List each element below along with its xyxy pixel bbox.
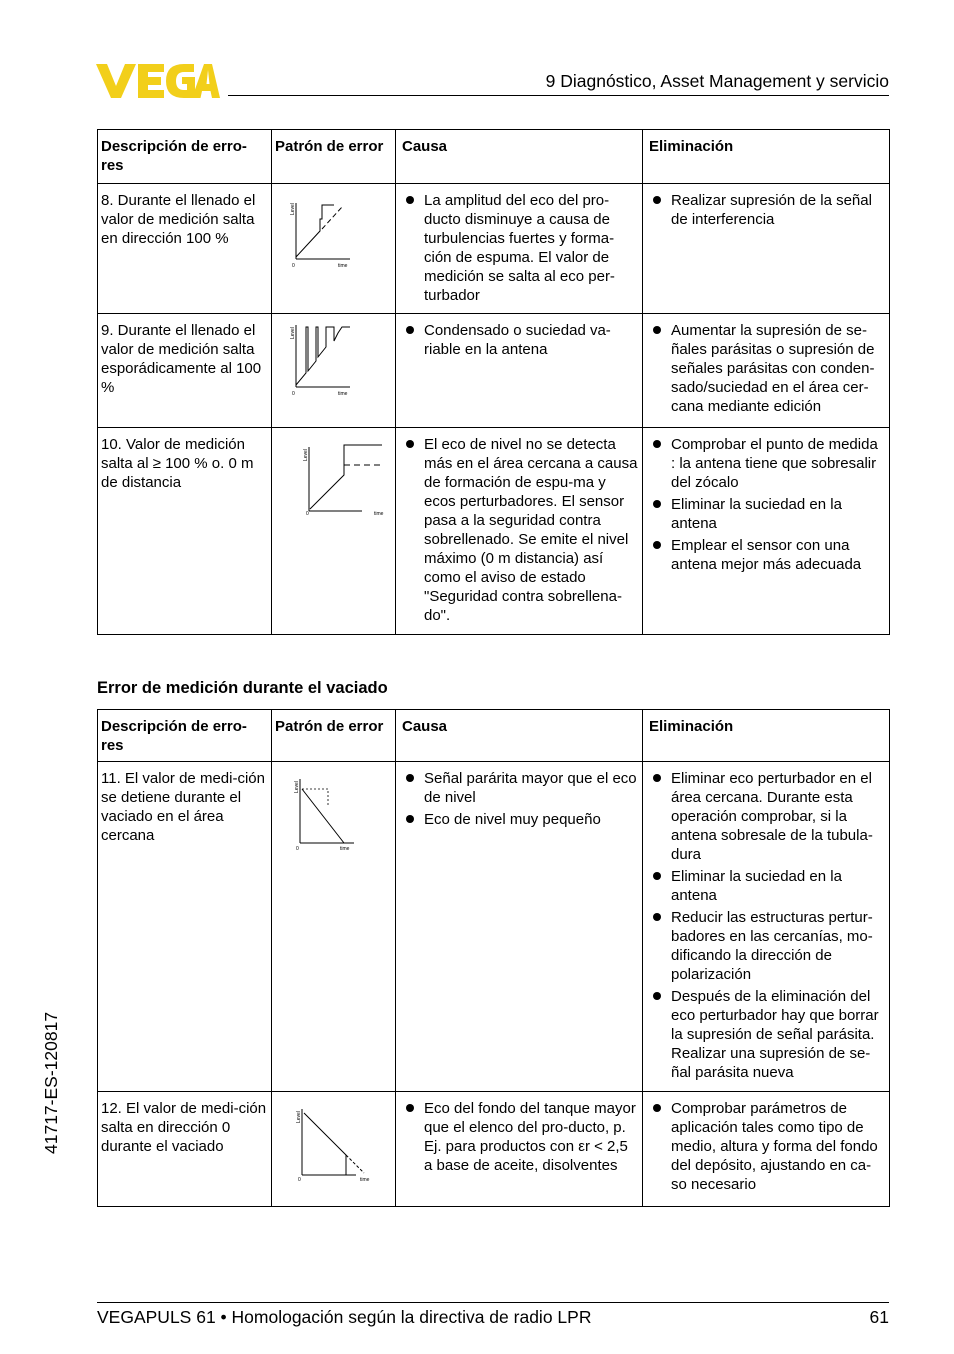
cause-item: El eco de nivel no se detecta más en el área cercana a causa de formación de espu-ma y ecos perturbadores. El sensor pasa a la seguridad contra sobrellenado. Se emite el nivel máximo (0 m distancia) así como el aviso de estado "Seguridad contra sobrellena-do".: [399, 435, 639, 625]
error-pattern-cell: [272, 1092, 396, 1207]
document-code: [41, 1011, 61, 1155]
cause-cell: [396, 184, 643, 314]
error-pattern-graph: [272, 435, 396, 525]
document-code-text: 41717-ES-120817: [41, 1011, 61, 1154]
y-axis-label: Level: [290, 203, 296, 215]
footer-title: VEGAPULS 61 • Homologación según la directiva de radio LPR: [97, 1307, 592, 1327]
error-pattern-graph: [272, 769, 396, 859]
elimination-item: Emplear el sensor con una antena mejor más adecuada: [646, 536, 886, 574]
elimination-cell: [643, 428, 890, 635]
elimination-cell: [643, 314, 890, 428]
header-rule: [228, 95, 889, 96]
elimination-item: Aumentar la supresión de se-ñales parásitas o supresión de señales parásitas con conden-sado/suciedad en el área cer-cana mediante edición: [646, 321, 886, 416]
x-axis-label: time: [338, 263, 348, 269]
table-row: [98, 184, 890, 314]
table-row: [98, 428, 890, 635]
page-number: 61: [869, 1307, 889, 1327]
table-header-row: [98, 710, 890, 762]
elimination-item: Comprobar el punto de medida : la antena tiene que sobresalir del zócalo: [646, 435, 886, 492]
x-axis-label: time: [338, 391, 348, 397]
elimination-item: Eliminar la suciedad en la antena: [646, 495, 886, 533]
error-description: 11. El valor de medi-ción se detiene durante el vaciado en el área cercana: [98, 762, 272, 1092]
origin-label: 0: [292, 263, 295, 269]
elimination-item: Realizar supresión de la señal de interferencia: [646, 191, 886, 229]
cause-item: Condensado o suciedad va-riable en la antena: [399, 321, 639, 359]
table-row: [98, 1092, 890, 1207]
error-description: 9. Durante el llenado el valor de medición salta esporádicamente al 100 %: [98, 314, 272, 428]
x-axis-label: time: [374, 511, 384, 517]
table-row: [98, 314, 890, 428]
cause-cell: [396, 428, 643, 635]
cause-cell: [396, 1092, 643, 1207]
header-elimination: Eliminación: [643, 710, 890, 762]
error-pattern-cell: [272, 184, 396, 314]
header-cause: Causa: [396, 130, 643, 184]
cause-cell: [396, 762, 643, 1092]
y-axis-label: Level: [294, 781, 300, 793]
error-pattern-graph: [272, 321, 396, 401]
elimination-item: Reducir las estructuras pertur-badores en las cercanías, mo-dificando la dirección de polarización: [646, 908, 886, 984]
cause-cell: [396, 314, 643, 428]
cause-item: Eco de nivel muy pequeño: [399, 810, 639, 829]
error-pattern-graph: [272, 1099, 396, 1189]
elimination-item: Comprobar parámetros de aplicación tales como tipo de medio, altura y forma del fondo del depósito, ajustando en ca-so necesario: [646, 1099, 886, 1194]
y-axis-label: Level: [296, 1111, 302, 1123]
vega-logo: [96, 64, 220, 98]
y-axis-label: Level: [290, 327, 296, 339]
error-pattern-cell: [272, 762, 396, 1092]
error-table-emptying: [97, 709, 890, 1207]
section-heading: Error de medición durante el vaciado: [97, 679, 388, 697]
elimination-cell: [643, 184, 890, 314]
x-axis-label: time: [340, 846, 350, 852]
y-axis-label: Level: [303, 449, 309, 461]
error-table-filling: [97, 129, 890, 635]
origin-label: 0: [296, 846, 299, 852]
error-pattern-cell: [272, 314, 396, 428]
elimination-cell: [643, 762, 890, 1092]
elimination-item: Eliminar la suciedad en la antena: [646, 867, 886, 905]
origin-label: 0: [298, 1177, 301, 1183]
error-description: 8. Durante el llenado el valor de medición salta en dirección 100 %: [98, 184, 272, 314]
header-pattern: Patrón de error: [272, 710, 396, 762]
x-axis-label: time: [360, 1177, 370, 1183]
elimination-item: Eliminar eco perturbador en el área cercana. Durante esta operación comprobar, si la antena sobresale de la tubula-dura: [646, 769, 886, 864]
error-description: 10. Valor de medición salta al ≥ 100 % o. 0 m de distancia: [98, 428, 272, 635]
error-description: 12. El valor de medi-ción salta en dirección 0 durante el vaciado: [98, 1092, 272, 1207]
header-elimination: Eliminación: [643, 130, 890, 184]
header-description: Descripción de erro-res: [98, 130, 272, 184]
error-pattern-graph: [272, 191, 396, 271]
table-row: [98, 762, 890, 1092]
header-title: 9 Diagnóstico, Asset Management y servicio: [545, 71, 889, 91]
table-header-row: [98, 130, 890, 184]
header-cause: Causa: [396, 710, 643, 762]
origin-label: 0: [306, 511, 309, 517]
footer-rule: [97, 1302, 889, 1303]
cause-item: Señal parárita mayor que el eco de nivel: [399, 769, 639, 807]
error-pattern-cell: [272, 428, 396, 635]
header-description: Descripción de erro-res: [98, 710, 272, 762]
origin-label: 0: [292, 391, 295, 397]
elimination-cell: [643, 1092, 890, 1207]
cause-item: La amplitud del eco del pro-ducto disminuye a causa de turbulencias fuertes y forma-ción de espuma. El valor de medición se salta al eco per-turbador: [399, 191, 639, 305]
header-pattern: Patrón de error: [272, 130, 396, 184]
cause-item: Eco del fondo del tanque mayor que el elenco del pro-ducto, p. Ej. para productos con εr < 2,5 a base de aceite, disolventes: [399, 1099, 639, 1175]
elimination-item: Después de la eliminación del eco perturbador hay que borrar la supresión de señal parásita. Realizar una supresión de se-ñal parásita nueva: [646, 987, 886, 1082]
